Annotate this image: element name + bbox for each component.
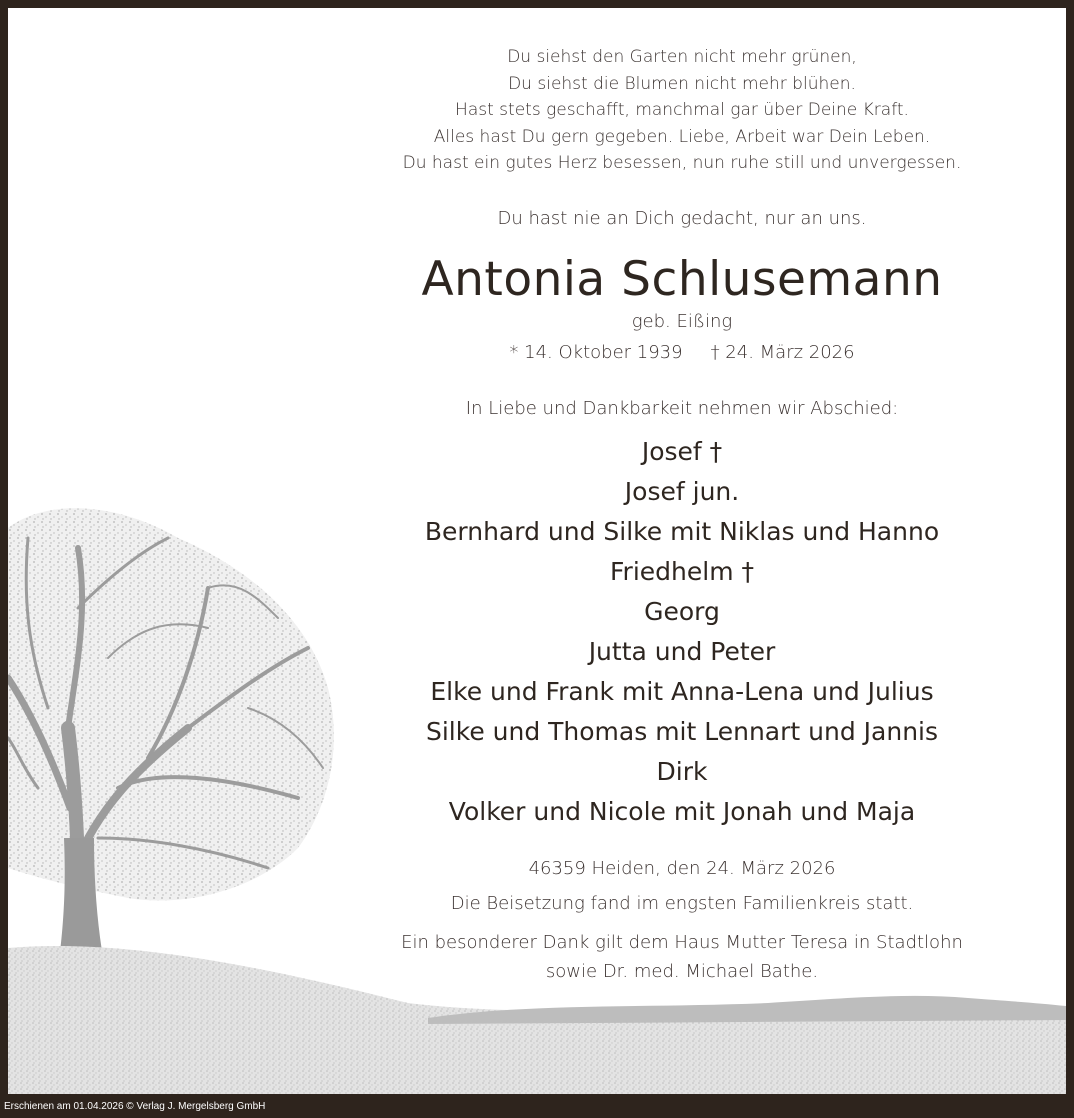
poem-line: Du siehst den Garten nicht mehr grünen, xyxy=(507,47,857,67)
burial-note: Die Beisetzung fand im engsten Familienkreis statt. xyxy=(450,893,914,914)
motto: Du hast nie an Dich gedacht, nur an uns. xyxy=(497,208,867,229)
family-member: Georg xyxy=(644,597,720,626)
family-member: Silke und Thomas mit Lennart und Jannis xyxy=(425,717,939,746)
poem-line: Alles hast Du gern gegeben. Liebe, Arbeit war Dein Leben. xyxy=(433,126,931,147)
farewell-intro: In Liebe und Dankbarkeit nehmen wir Abschied: xyxy=(465,398,899,419)
thanks-line: sowie Dr. med. Michael Bathe. xyxy=(545,961,819,982)
life-dates xyxy=(352,342,1012,363)
deceased-name: Antonia Schlusemann xyxy=(421,252,943,307)
place-date: 46359 Heiden, den 24. März 2026 xyxy=(528,858,836,879)
publication-footer: Erschienen am 01.04.2026 © Verlag J. Mergelsberg GmbH xyxy=(4,1101,266,1112)
death-date: † 24. März 2026 xyxy=(710,342,855,363)
poem xyxy=(352,44,1012,177)
family-member: Volker und Nicole mit Jonah und Maja xyxy=(448,797,916,826)
family-member: Bernhard und Silke mit Niklas und Hanno xyxy=(424,517,940,546)
family-list xyxy=(352,432,1012,832)
family-member: Elke und Frank mit Anna-Lena und Julius xyxy=(430,677,934,706)
obituary-card xyxy=(8,8,1066,1094)
family-member: Dirk xyxy=(656,757,708,786)
poem-line: Du hast ein gutes Herz besessen, nun ruhe still und unvergessen. xyxy=(402,153,962,173)
poem-line: Hast stets geschafft, manchmal gar über Deine Kraft. xyxy=(455,100,909,120)
family-member: Jutta und Peter xyxy=(588,637,776,666)
family-member: Friedhelm † xyxy=(609,557,754,586)
birth-date: * 14. Oktober 1939 xyxy=(509,342,683,363)
thanks-line: Ein besonderer Dank gilt dem Haus Mutter Teresa in Stadtlohn xyxy=(401,932,963,953)
poem-line: Du siehst die Blumen nicht mehr blühen. xyxy=(508,73,856,94)
born-name: geb. Eißing xyxy=(631,311,733,332)
tree-crown xyxy=(8,508,334,900)
family-member: Josef † xyxy=(641,437,723,466)
family-member: Josef jun. xyxy=(624,477,740,506)
thanks xyxy=(352,928,1012,986)
